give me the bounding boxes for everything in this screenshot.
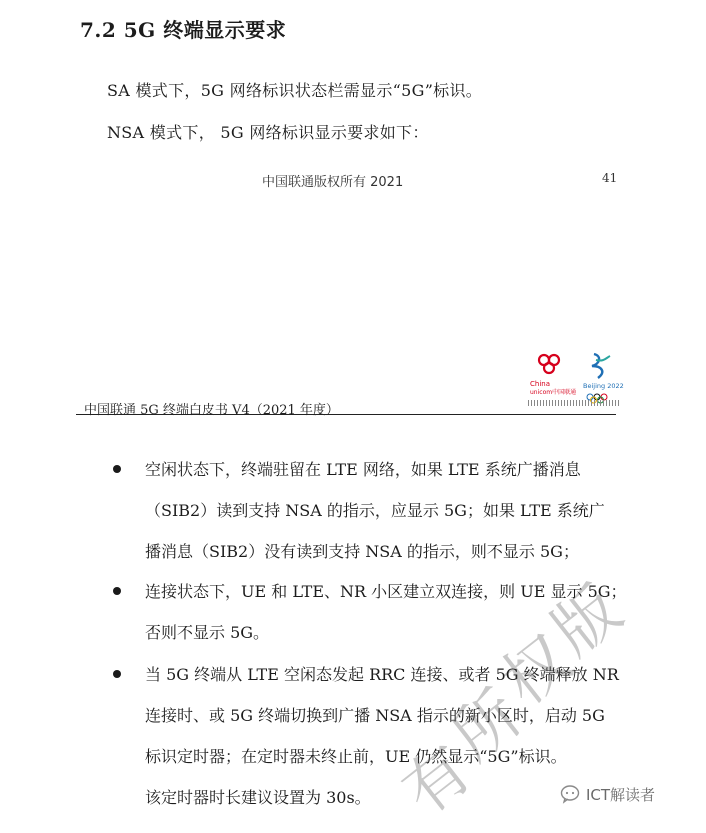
source-credit — [560, 782, 655, 806]
paragraph-nsa-mode: NSA 模式下， 5G 网络标识显示要求如下： — [107, 123, 429, 142]
footer-copyright: 中国联通版权所有 2021 — [262, 175, 404, 190]
bullet-line: （SIB2）读到支持 NSA 的指示，应显示 5G；如果 LTE 系统广 — [145, 501, 605, 520]
bullet-line: 当 5G 终端从 LTE 空闲态发起 RRC 连接、或者 5G 终端释放 NR — [145, 665, 619, 684]
svg-text:Beijing 2022: Beijing 2022 — [583, 382, 624, 390]
beijing-2022-logo — [580, 350, 624, 406]
bullet-line: 连接时、或 5G 终端切换到广播 NSA 指示的新小区时，启动 5G — [145, 706, 605, 725]
bullet-dot — [113, 465, 121, 473]
credit-label: ICT解读者 — [586, 785, 656, 804]
paragraph-sa-mode: SA 模式下，5G 网络标识状态栏需显示“5G”标识。 — [107, 81, 483, 100]
footer-page-number: 41 — [602, 171, 618, 185]
olympic-emblem-icon — [580, 350, 624, 406]
bullet-idle-state — [145, 449, 605, 572]
page-header-title: 中国联通 5G 终端白皮书 V4（2021 年度） — [84, 403, 339, 418]
bullet-line: 该定时器时长建议设置为 30s。 — [145, 788, 371, 807]
bullet-line: 否则不显示 5G。 — [145, 623, 270, 642]
bullet-dot — [113, 670, 121, 678]
bullet-line: 空闲状态下，终端驻留在 LTE 网络，如果 LTE 系统广播消息 — [145, 460, 581, 479]
page-header-rule — [76, 414, 616, 415]
bullet-line: 标识定时器；在定时器未终止前，UE 仍然显示“5G”标识。 — [145, 747, 567, 766]
bullet-line: 播消息（SIB2）没有读到支持 NSA 的指示，则不显示 5G； — [145, 542, 579, 561]
unicom-knot-icon — [528, 350, 577, 406]
bullet-line: 连接状态下，UE 和 LTE、NR 小区建立双连接，则 UE 显示 5G； — [145, 582, 627, 601]
section-heading: 7.2 5G 终端显示要求 — [80, 18, 287, 42]
logo-fine-print — [528, 400, 620, 406]
watermark-char: 权 — [489, 622, 586, 721]
china-unicom-logo — [528, 350, 577, 406]
svg-text:China: China — [530, 380, 550, 388]
watermark-char: 版 — [539, 572, 636, 671]
watermark-char: 所 — [439, 677, 536, 776]
svg-text:unicom中国联通: unicom中国联通 — [530, 389, 577, 396]
bullet-dot — [113, 587, 121, 595]
wechat-bubble-icon — [560, 784, 580, 804]
watermark-char: 有 — [389, 732, 486, 831]
